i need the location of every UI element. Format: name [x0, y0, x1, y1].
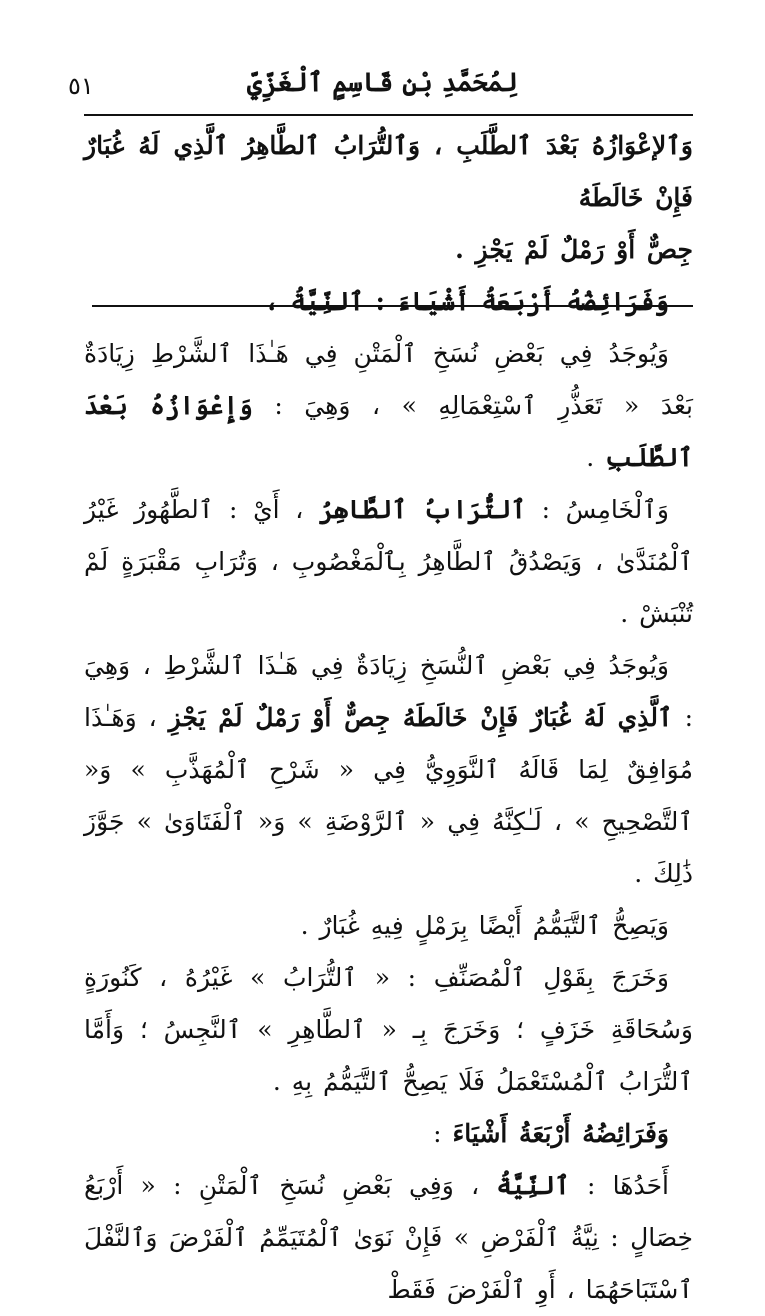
sharh-p1-bold: وَإِعْوَازُهُ بَعْدَ ٱلطَّلَبِ: [84, 391, 693, 472]
running-title: لِمُحَمَّدِ بْنِ قَاسِمٍ ٱلْغَزِّيِّ: [247, 68, 518, 98]
sharh-p2-text: وَٱلْخَامِسُ :: [541, 495, 670, 524]
sharh-p3-bold: ٱلَّذِي لَهُ غُبَارٌ فَإِنْ خَالَطَهُ جِصٌّ أَوْ رَمْلٌ لَمْ يَجْزِ: [168, 703, 673, 732]
sharh-p2-rest: ، أَيْ : ٱلطَّهُورُ غَيْرُ ٱلْمُنَدَّىٰ ، وَيَصْدُقُ ٱلطَّاهِرُ بِٱلْمَغْصُوبِ ، وَتُرَابِ مَقْبَرَةٍ لَمْ تُنْبَشْ .: [84, 495, 693, 628]
sharh-p7-text: أَحَدُهَا :: [586, 1171, 670, 1200]
sharh-paragraph-4: وَيَصِحُّ ٱلتَّيَمُّمُ أَيْضًا بِرَمْلٍ فِيهِ غُبَارٌ .: [300, 911, 669, 940]
sharh-text: [84, 328, 693, 1316]
matn-text: [84, 120, 693, 328]
sharh-p2-bold: ٱلتُّرَابُ ٱلطَّاهِرُ: [319, 495, 526, 524]
sharh-p1-end: .: [586, 443, 595, 472]
sharh-paragraph-7: [84, 1160, 693, 1316]
sharh-p1-text: وَيُوجَدُ فِي بَعْضِ نُسَخِ ٱلْمَتْنِ فِي هَـٰذَا ٱلشَّرْطِ زِيَادَةٌ بَعْدَ « تَعَذُّرِ ٱسْتِعْمَالِهِ » ، وَهِيَ :: [84, 339, 693, 420]
matn-line-2: جِصٌّ أَوْ رَمْلٌ لَمْ يَجْزِ .: [455, 235, 693, 264]
sharh-p6-bold: وَفَرَائِضُهُ أَرْبَعَةُ أَشْيَاءَ: [452, 1119, 669, 1148]
sharh-paragraph-3: [84, 640, 693, 900]
page-header: [60, 60, 705, 112]
sharh-p7-bold: ٱلنِّيَّةُ: [496, 1171, 570, 1200]
sharh-p6-end: :: [433, 1119, 442, 1148]
sharh-p3-text: وَيُوجَدُ فِي بَعْضِ ٱلنُّسَخِ زِيَادَةٌ فِي هَـٰذَا ٱلشَّرْطِ ، وَهِيَ :: [84, 651, 693, 732]
header-rule: [84, 114, 693, 116]
sharh-p7-rest: ، وَفِي بَعْضِ نُسَخِ ٱلْمَتْنِ : « أَرْبَعُ خِصَالٍ : نِيَّةُ ٱلْفَرْضِ » فَإِنْ نَوَىٰ ٱلْمُتَيَمِّمُ ٱلْفَرْضَ وَٱلنَّفْلَ ٱسْتَبَاحَهُمَا ، أَوِ ٱلْفَرْضَ فَقَطْ: [84, 1171, 693, 1304]
matn-line-1: وَٱلإعْوَازُهُ بَعْدَ ٱلطَّلَبِ ، وَٱلتُّرَابُ ٱلطَّاهِرُ ٱلَّذِي لَهُ غُبَارٌ فَإِنْ خَالَطَهُ: [84, 131, 693, 212]
sharh-paragraph-2: [84, 484, 693, 640]
sharh-paragraph-5: وَخَرَجَ بِقَوْلِ ٱلْمُصَنِّفِ : « ٱلتُّرَابُ » غَيْرُهُ ، كَنُورَةٍ وَسُحَاقَةِ خَزَفٍ ؛ وَخَرَجَ بِـ « ٱلطَّاهِرِ » ٱلنَّجِسُ ؛ وَأَمَّا ٱلتُّرَابُ ٱلْمُسْتَعْمَلُ فَلَا يَصِحُّ ٱلتَّيَمُّمُ بِهِ .: [84, 963, 693, 1096]
page-number: ٥١: [68, 72, 94, 100]
matn-line-3: وَفَرَائِضُهُ أَرْبَعَةُ أَشْيَاءَ : ٱلنِّيَّةُ ،: [264, 287, 669, 316]
sharh-paragraph-1: [84, 328, 693, 484]
matn-commentary-divider: [92, 305, 693, 307]
sharh-paragraph-6: [84, 1108, 693, 1160]
sharh-p3-rest: ، وَهَـٰذَا مُوَافِقٌ لِمَا قَالَهُ ٱلنَّوَوِيُّ فِي « شَرْحِ ٱلْمُهَذَّبِ » وَ« ٱلتَّصْحِيحِ » ، لَـٰكِنَّهُ فِي « ٱلرَّوْضَةِ » وَ« ٱلْفَتَاوَىٰ » جَوَّزَ ذَٰلِكَ .: [84, 703, 693, 888]
